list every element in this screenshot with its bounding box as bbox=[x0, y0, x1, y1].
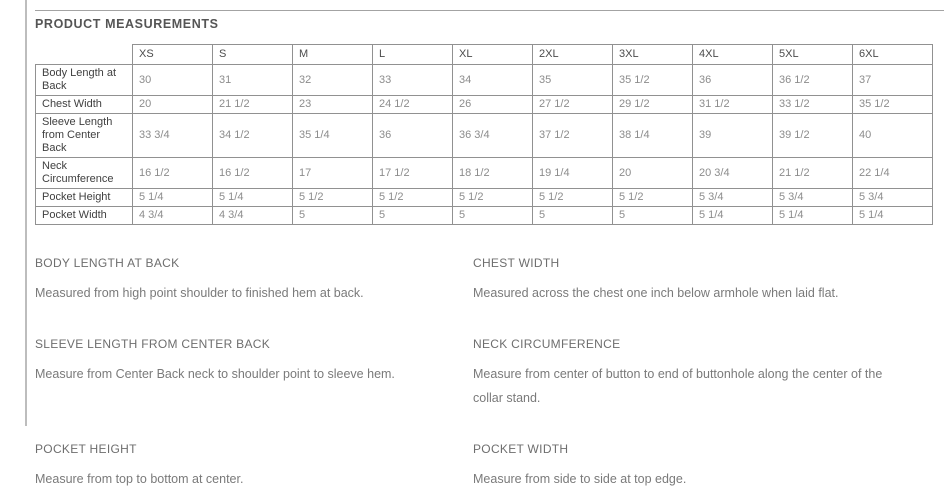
measurement-value-cell: 20 3/4 bbox=[693, 158, 773, 189]
definition-heading: POCKET HEIGHT bbox=[35, 442, 137, 456]
measurement-value-cell: 33 1/2 bbox=[773, 96, 853, 114]
definition-heading: BODY LENGTH AT BACK bbox=[35, 256, 180, 270]
measurement-value-cell: 35 1/4 bbox=[293, 114, 373, 158]
definition-heading: SLEEVE LENGTH FROM CENTER BACK bbox=[35, 337, 271, 351]
measurement-value-cell: 5 1/2 bbox=[373, 189, 453, 207]
measurement-value-cell: 37 bbox=[853, 65, 933, 96]
measurement-value-cell: 21 1/2 bbox=[773, 158, 853, 189]
measurement-value-cell: 31 1/2 bbox=[693, 96, 773, 114]
measurement-value-cell: 37 1/2 bbox=[533, 114, 613, 158]
page-title: PRODUCT MEASUREMENTS bbox=[35, 17, 219, 31]
definition-text: Measured from high point shoulder to finished hem at back. bbox=[35, 286, 364, 300]
size-column-header: M bbox=[293, 45, 373, 65]
measurement-value-cell: 38 1/4 bbox=[613, 114, 693, 158]
measurement-value-cell: 20 bbox=[613, 158, 693, 189]
table-row bbox=[36, 189, 933, 207]
size-column-header: L bbox=[373, 45, 453, 65]
measurement-value-cell: 23 bbox=[293, 96, 373, 114]
measurement-value-cell: 21 1/2 bbox=[213, 96, 293, 114]
measurement-value-cell: 5 bbox=[613, 207, 693, 225]
measurement-value-cell: 17 bbox=[293, 158, 373, 189]
measurement-value-cell: 5 bbox=[293, 207, 373, 225]
definition-block bbox=[35, 337, 473, 410]
measurement-value-cell: 36 1/2 bbox=[773, 65, 853, 96]
measurement-value-cell: 29 1/2 bbox=[613, 96, 693, 114]
definition-block bbox=[473, 442, 911, 491]
measurement-value-cell: 5 3/4 bbox=[853, 189, 933, 207]
size-column-header: XS bbox=[133, 45, 213, 65]
measurement-value-cell: 5 1/2 bbox=[293, 189, 373, 207]
measurement-value-cell: 36 bbox=[693, 65, 773, 96]
measurement-value-cell: 35 1/2 bbox=[853, 96, 933, 114]
table-row bbox=[36, 65, 933, 96]
definition-text: Measure from top to bottom at center. bbox=[35, 472, 244, 486]
measurement-value-cell: 5 1/4 bbox=[773, 207, 853, 225]
measurement-value-cell: 27 1/2 bbox=[533, 96, 613, 114]
measurement-value-cell: 40 bbox=[853, 114, 933, 158]
definition-text: Measured across the chest one inch below armhole when laid flat. bbox=[473, 286, 839, 300]
measurement-row-label: Body Length at Back bbox=[36, 65, 133, 96]
measurement-value-cell: 5 1/4 bbox=[693, 207, 773, 225]
measurement-value-cell: 19 1/4 bbox=[533, 158, 613, 189]
measurement-value-cell: 22 1/4 bbox=[853, 158, 933, 189]
measurement-value-cell: 5 1/4 bbox=[133, 189, 213, 207]
measurement-value-cell: 5 1/4 bbox=[853, 207, 933, 225]
measurement-value-cell: 5 3/4 bbox=[693, 189, 773, 207]
table-head bbox=[36, 45, 933, 65]
measurement-value-cell: 34 bbox=[453, 65, 533, 96]
measurement-value-cell: 5 bbox=[533, 207, 613, 225]
measurement-value-cell: 31 bbox=[213, 65, 293, 96]
left-vertical-divider bbox=[25, 0, 27, 426]
size-column-header: XL bbox=[453, 45, 533, 65]
measurement-value-cell: 5 1/2 bbox=[453, 189, 533, 207]
size-column-header: 3XL bbox=[613, 45, 693, 65]
measurement-value-cell: 18 1/2 bbox=[453, 158, 533, 189]
definition-block bbox=[473, 256, 911, 305]
measurement-value-cell: 32 bbox=[293, 65, 373, 96]
measurement-row-label: Pocket Width bbox=[36, 207, 133, 225]
measurement-row-label: Chest Width bbox=[36, 96, 133, 114]
table-row bbox=[36, 96, 933, 114]
measurement-value-cell: 5 1/2 bbox=[613, 189, 693, 207]
definition-heading: NECK CIRCUMFERENCE bbox=[473, 337, 621, 351]
size-column-header: 6XL bbox=[853, 45, 933, 65]
size-column-header: 5XL bbox=[773, 45, 853, 65]
size-column-header: S bbox=[213, 45, 293, 65]
measurement-value-cell: 20 bbox=[133, 96, 213, 114]
definition-heading: POCKET WIDTH bbox=[473, 442, 569, 456]
measurement-value-cell: 16 1/2 bbox=[213, 158, 293, 189]
definition-text: Measure from side to side at top edge. bbox=[473, 472, 687, 486]
measurement-value-cell: 5 1/2 bbox=[533, 189, 613, 207]
measurements-table bbox=[35, 44, 933, 225]
table-row bbox=[36, 158, 933, 189]
measurement-value-cell: 5 3/4 bbox=[773, 189, 853, 207]
measurement-value-cell: 5 1/4 bbox=[213, 189, 293, 207]
definition-text: Measure from Center Back neck to shoulder point to sleeve hem. bbox=[35, 367, 395, 381]
measurement-value-cell: 16 1/2 bbox=[133, 158, 213, 189]
measurement-value-cell: 36 bbox=[373, 114, 453, 158]
measurement-value-cell: 26 bbox=[453, 96, 533, 114]
measurement-value-cell: 24 1/2 bbox=[373, 96, 453, 114]
definition-text: Measure from center of button to end of buttonhole along the center of the collar stand. bbox=[473, 367, 883, 405]
definition-block bbox=[35, 256, 473, 305]
measurement-row-label: Sleeve Length from Center Back bbox=[36, 114, 133, 158]
measurement-value-cell: 33 bbox=[373, 65, 453, 96]
measurement-value-cell: 5 bbox=[453, 207, 533, 225]
measurement-value-cell: 39 1/2 bbox=[773, 114, 853, 158]
measurement-value-cell: 4 3/4 bbox=[213, 207, 293, 225]
content-area bbox=[35, 10, 944, 491]
measurement-value-cell: 33 3/4 bbox=[133, 114, 213, 158]
measurement-row-label: Pocket Height bbox=[36, 189, 133, 207]
definition-heading: CHEST WIDTH bbox=[473, 256, 560, 270]
measurement-value-cell: 30 bbox=[133, 65, 213, 96]
size-column-header: 2XL bbox=[533, 45, 613, 65]
table-row bbox=[36, 114, 933, 158]
size-column-header: 4XL bbox=[693, 45, 773, 65]
measurement-row-label: Neck Circumference bbox=[36, 158, 133, 189]
top-horizontal-divider bbox=[35, 10, 944, 11]
table-corner-cell bbox=[36, 45, 133, 65]
definition-block bbox=[35, 442, 473, 491]
measurement-value-cell: 5 bbox=[373, 207, 453, 225]
measurement-value-cell: 34 1/2 bbox=[213, 114, 293, 158]
definition-block bbox=[473, 337, 911, 410]
table-header-row bbox=[36, 45, 933, 65]
table-body bbox=[36, 65, 933, 225]
table-row bbox=[36, 207, 933, 225]
measurement-value-cell: 4 3/4 bbox=[133, 207, 213, 225]
measurement-value-cell: 39 bbox=[693, 114, 773, 158]
measurement-value-cell: 35 1/2 bbox=[613, 65, 693, 96]
measurement-value-cell: 35 bbox=[533, 65, 613, 96]
definitions-grid bbox=[35, 256, 944, 491]
measurement-value-cell: 36 3/4 bbox=[453, 114, 533, 158]
measurement-value-cell: 17 1/2 bbox=[373, 158, 453, 189]
